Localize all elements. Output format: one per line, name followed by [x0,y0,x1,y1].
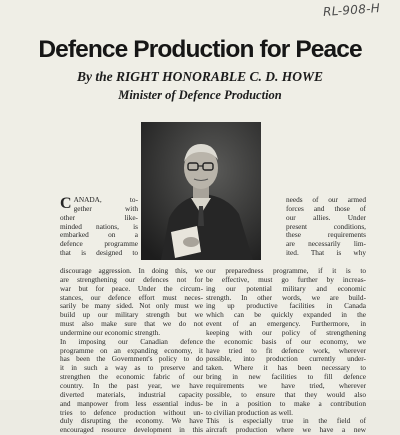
text-line: keeping with our policy of strengthening [206,327,366,337]
text-line: programme on an expanding economy, it [60,345,203,355]
author-role: Minister of Defence Production [118,88,282,102]
text-line: ANADA, to- [73,195,138,204]
drop-cap: C [60,195,72,212]
text-line: be effective, must go further by increas- [206,274,366,284]
text-line: other like- [60,212,138,222]
text-line: bring in new facilities to fill defence [206,372,366,382]
text-line: and manpower from less essential indus- [60,398,203,408]
text-line: are necessarily lim- [286,239,366,249]
text-line: strength. In other words, we are build- [206,292,366,302]
text-line: diverted materials, industrial capacity [60,389,203,399]
text-line: our preparedness programme, if it is to [206,266,366,275]
text-line: possible, to ensure that they would also [206,389,366,399]
right-column-body [206,267,366,435]
text-line: needs of our armed [286,195,366,204]
left-column-body [60,267,203,435]
text-line: undermine our economic strength. [60,327,161,337]
left-column-top [60,196,138,258]
text-line: it in such a way as to preserve and [60,363,203,373]
text-line: the economic basis of our economy, we [206,336,366,346]
text-line: In imposing our Canadian defence [60,336,203,346]
text-line: are strengthening our defences not for [60,274,203,284]
text-line: that is designed to [60,248,138,258]
portrait-photo [141,122,261,260]
article-byline: By the RIGHT HONORABLE C. D. HOWE [76,69,324,84]
text-line: strengthen the economic fabric of our [60,372,203,382]
text-line: ing up productive facilities in Canada [206,301,366,311]
text-line: to civilian production as well. [206,407,293,417]
text-line: country. In the past year, we have [60,380,203,390]
archive-reference-note: RL-908-H [322,1,381,19]
text-line: present conditions, [286,221,366,231]
text-line: tries to defence production without un- [60,407,203,417]
text-line: these requirements [286,230,366,240]
text-line: minded nations, is [60,221,138,231]
text-line: build up our military strength but we [60,310,203,320]
text-line: gether with [73,203,138,213]
text-line: encouraged resource development in this [60,425,203,435]
text-line: This is especially true in the field of [206,416,366,426]
text-line: aircraft production where we have a new [206,425,366,435]
right-column-top [286,196,366,258]
text-line: defence programme [60,239,138,249]
text-line: be in a position to make a contribution [206,398,366,408]
text-line: sarily be many sided. Not only must we [60,301,203,311]
text-line: ited. That is why [286,248,366,258]
text-line: war but for peace. Under the circum- [60,283,203,293]
text-line: has been the Government's policy to do [60,354,203,364]
text-line: possible, into production currently under- [206,354,366,364]
text-line: embarked on a [60,230,138,240]
text-line: stances, our defence effort must neces- [60,292,203,302]
portrait-illustration [141,122,261,260]
article-title: Defence Production for Peace [38,36,362,63]
text-line: which can be quickly expanded in the [206,310,366,320]
text-line: forces and those of [286,203,366,213]
text-line: have tried to fit defence work, wherever [206,345,366,355]
text-line: ing our potential military and economic [206,283,366,293]
text-line: requirements we have tried, wherever [206,380,366,390]
text-line: taken. Where it has been necessary to [206,363,366,373]
text-line: duly disrupting the economy. We have [60,416,203,426]
text-line: must also make sure that we do not [60,319,203,329]
text-line: event of an emergency. Furthermore, in [206,319,366,329]
text-line: discourage aggression. In doing this, we [60,266,203,275]
text-line: our allies. Under [286,212,366,222]
